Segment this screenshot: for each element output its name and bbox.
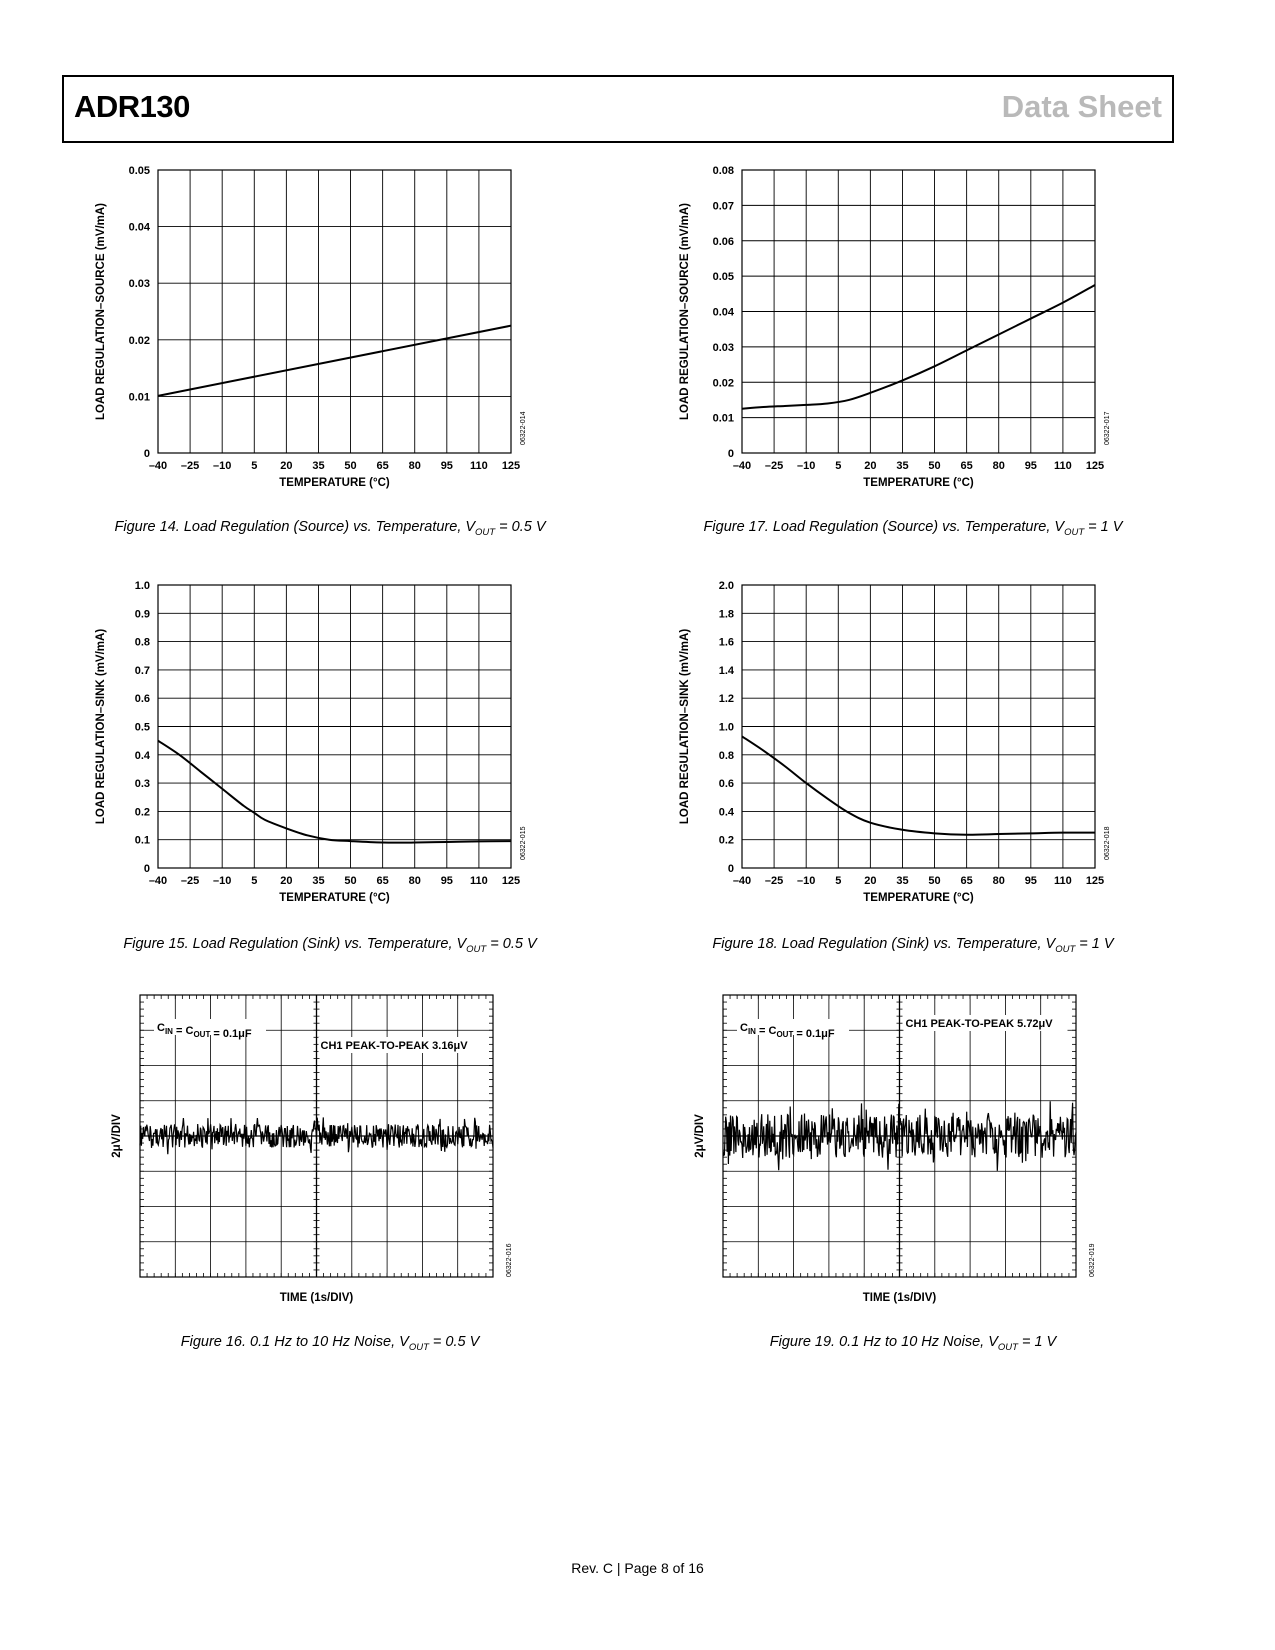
x-tick-label: 125 [501,460,521,472]
y-tick-label: 0 [143,448,150,460]
figure-id-code: 06322-014 [520,411,527,445]
y-tick-label: 0.05 [712,271,734,284]
y-tick-label: 0.5 [134,721,150,734]
x-tick-label: –40 [148,875,168,887]
x-tick-label: 65 [376,460,389,472]
y-tick-label: 0.01 [128,391,150,404]
y-tick-label: 1.0 [134,580,150,592]
figure-id-code: 06322-019 [1089,1243,1096,1277]
x-tick-label: 125 [501,875,521,887]
x-tick-label: 20 [280,875,293,887]
y-axis-label: 2μV/DIV [694,1114,706,1158]
x-tick-label: –40 [148,460,168,472]
plot-frame [158,170,511,453]
y-tick-label: 0 [727,448,734,460]
x-tick-label: –40 [732,460,752,472]
x-axis-label: TIME (1s/DIV) [279,1292,354,1304]
figure-15-chart [90,580,550,920]
x-tick-label: –10 [213,875,232,887]
y-tick-label: 0.02 [712,377,734,390]
x-tick-label: 80 [992,460,1005,472]
x-tick-label: 20 [864,460,877,472]
y-tick-label: 0.04 [128,221,150,234]
y-tick-label: 0.8 [718,749,734,762]
x-tick-label: 50 [344,875,357,887]
x-tick-label: 50 [344,460,357,472]
x-axis-label: TEMPERATURE (°C) [863,477,974,489]
y-tick-label: 0.3 [134,778,150,791]
x-tick-label: 80 [992,875,1005,887]
x-tick-label: –25 [764,875,784,887]
y-axis-label: 2μV/DIV [111,1114,123,1158]
annotation-capacitance: $C_{IN} = C_{OUT} = 0.1\mu F$ [157,1022,252,1040]
x-tick-label: 95 [1024,460,1037,472]
y-tick-label: 0.9 [134,608,150,621]
y-axis-label: LOAD REGULATION–SOURCE (mV/mA) [679,202,691,421]
page-footer: Rev. C | Page 8 of 16 [571,1560,704,1576]
figure-18-chart [674,580,1134,920]
annotation-peak-to-peak: CH1 PEAK-TO-PEAK 5.72μV [905,1018,1053,1030]
x-tick-label: 5 [835,875,842,887]
x-tick-label: –10 [797,460,816,472]
document-type: Data Sheet [1001,89,1162,124]
x-tick-label: 110 [1054,875,1072,887]
y-tick-label: 1.0 [718,721,734,734]
figure-18-caption: Figure 18. Load Regulation (Sink) vs. Temperature, $V_{OUT} = 1$ V [712,936,1114,955]
x-tick-label: 110 [470,875,488,887]
x-tick-label: 95 [1024,875,1037,887]
figure-15-caption: Figure 15. Load Regulation (Sink) vs. Temperature, $V_{OUT} = 0.5$ V [123,936,537,955]
page-header [62,75,1174,143]
annotation-capacitance: $C_{IN} = C_{OUT} = 0.1\mu F$ [740,1022,835,1040]
y-tick-label: 0.04 [712,306,734,319]
y-tick-label: 1.6 [718,636,734,649]
figure-14-svg [90,165,550,505]
x-tick-label: –40 [732,875,752,887]
y-tick-label: 1.2 [718,693,734,706]
x-tick-label: 65 [960,460,973,472]
y-tick-label: 0.05 [128,165,150,177]
y-tick-label: 0.06 [712,235,734,248]
x-axis-label: TIME (1s/DIV) [862,1292,937,1304]
x-tick-label: –25 [180,875,200,887]
x-tick-label: 5 [835,460,842,472]
x-tick-label: 5 [251,875,258,887]
x-tick-label: 35 [896,875,909,887]
x-axis-label: TEMPERATURE (°C) [279,892,390,904]
x-tick-label: 50 [928,460,941,472]
y-axis-label: LOAD REGULATION–SINK (mV/mA) [95,628,107,825]
y-tick-label: 0.2 [718,834,734,847]
figure-18-svg [674,580,1134,920]
figure-16-caption: Figure 16. 0.1 Hz to 10 Hz Noise, $V_{OUT} = 0.5$ V [180,1334,480,1353]
y-tick-label: 0.07 [712,200,734,213]
x-tick-label: 110 [470,460,488,472]
x-axis-label: TEMPERATURE (°C) [863,892,974,904]
y-tick-label: 0.1 [134,834,150,847]
y-tick-label: 2.0 [718,580,734,592]
figure-19-caption: Figure 19. 0.1 Hz to 10 Hz Noise, $V_{OUT} = 1$ V [769,1334,1057,1353]
x-tick-label: 110 [1054,460,1072,472]
x-tick-label: 125 [1085,875,1105,887]
figure-15-svg [90,580,550,920]
figure-14-caption: Figure 14. Load Regulation (Source) vs. Temperature, $V_{OUT} = 0.5$ V [114,519,546,538]
x-tick-label: 35 [312,875,325,887]
figure-id-code: 06322-016 [506,1243,513,1277]
x-tick-label: 35 [312,460,325,472]
y-tick-label: 0.08 [712,165,734,177]
y-tick-label: 0.03 [712,341,734,354]
figure-19-chart [688,995,1138,1335]
x-tick-label: 125 [1085,460,1105,472]
x-tick-label: 80 [408,875,421,887]
figure-id-code: 06322-017 [1104,411,1111,445]
data-series-line [742,736,1095,834]
figure-16-chart [105,995,555,1335]
x-tick-label: 95 [440,875,453,887]
y-tick-label: 0.02 [128,334,150,347]
y-tick-label: 0.6 [718,778,734,791]
y-tick-label: 0.4 [718,806,734,819]
x-tick-label: –10 [797,875,816,887]
x-tick-label: –25 [764,460,784,472]
part-number: ADR130 [74,89,190,124]
figure-14-chart [90,165,550,505]
y-tick-label: 0.01 [712,412,734,425]
x-axis-label: TEMPERATURE (°C) [279,477,390,489]
x-tick-label: 65 [376,875,389,887]
figure-16-svg [105,995,555,1335]
x-tick-label: 5 [251,460,258,472]
figure-id-code: 06322-015 [520,826,527,860]
x-tick-label: 65 [960,875,973,887]
y-tick-label: 0.6 [134,693,150,706]
y-tick-label: 1.8 [718,608,734,621]
x-tick-label: 35 [896,460,909,472]
x-tick-label: 95 [440,460,453,472]
y-tick-label: 0 [143,863,150,875]
x-tick-label: 20 [280,460,293,472]
x-tick-label: 80 [408,460,421,472]
y-tick-label: 0.8 [134,636,150,649]
data-series-line [158,326,511,396]
y-tick-label: 1.4 [718,664,734,677]
y-tick-label: 0.03 [128,278,150,291]
y-tick-label: 0.4 [134,749,150,762]
y-axis-label: LOAD REGULATION–SOURCE (mV/mA) [95,202,107,421]
figure-17-chart [674,165,1134,505]
x-tick-label: –25 [180,460,200,472]
x-tick-label: 20 [864,875,877,887]
x-tick-label: 50 [928,875,941,887]
figure-id-code: 06322-018 [1104,826,1111,860]
figure-19-svg [688,995,1138,1335]
figure-17-svg [674,165,1134,505]
figure-17-caption: Figure 17. Load Regulation (Source) vs. Temperature, $V_{OUT} = 1$ V [703,519,1123,538]
y-tick-label: 0.7 [134,664,150,677]
y-tick-label: 0.2 [134,806,150,819]
x-tick-label: –10 [213,460,232,472]
y-axis-label: LOAD REGULATION–SINK (mV/mA) [679,628,691,825]
y-tick-label: 0 [727,863,734,875]
data-series-line [158,741,511,843]
annotation-peak-to-peak: CH1 PEAK-TO-PEAK 3.16μV [320,1040,468,1052]
